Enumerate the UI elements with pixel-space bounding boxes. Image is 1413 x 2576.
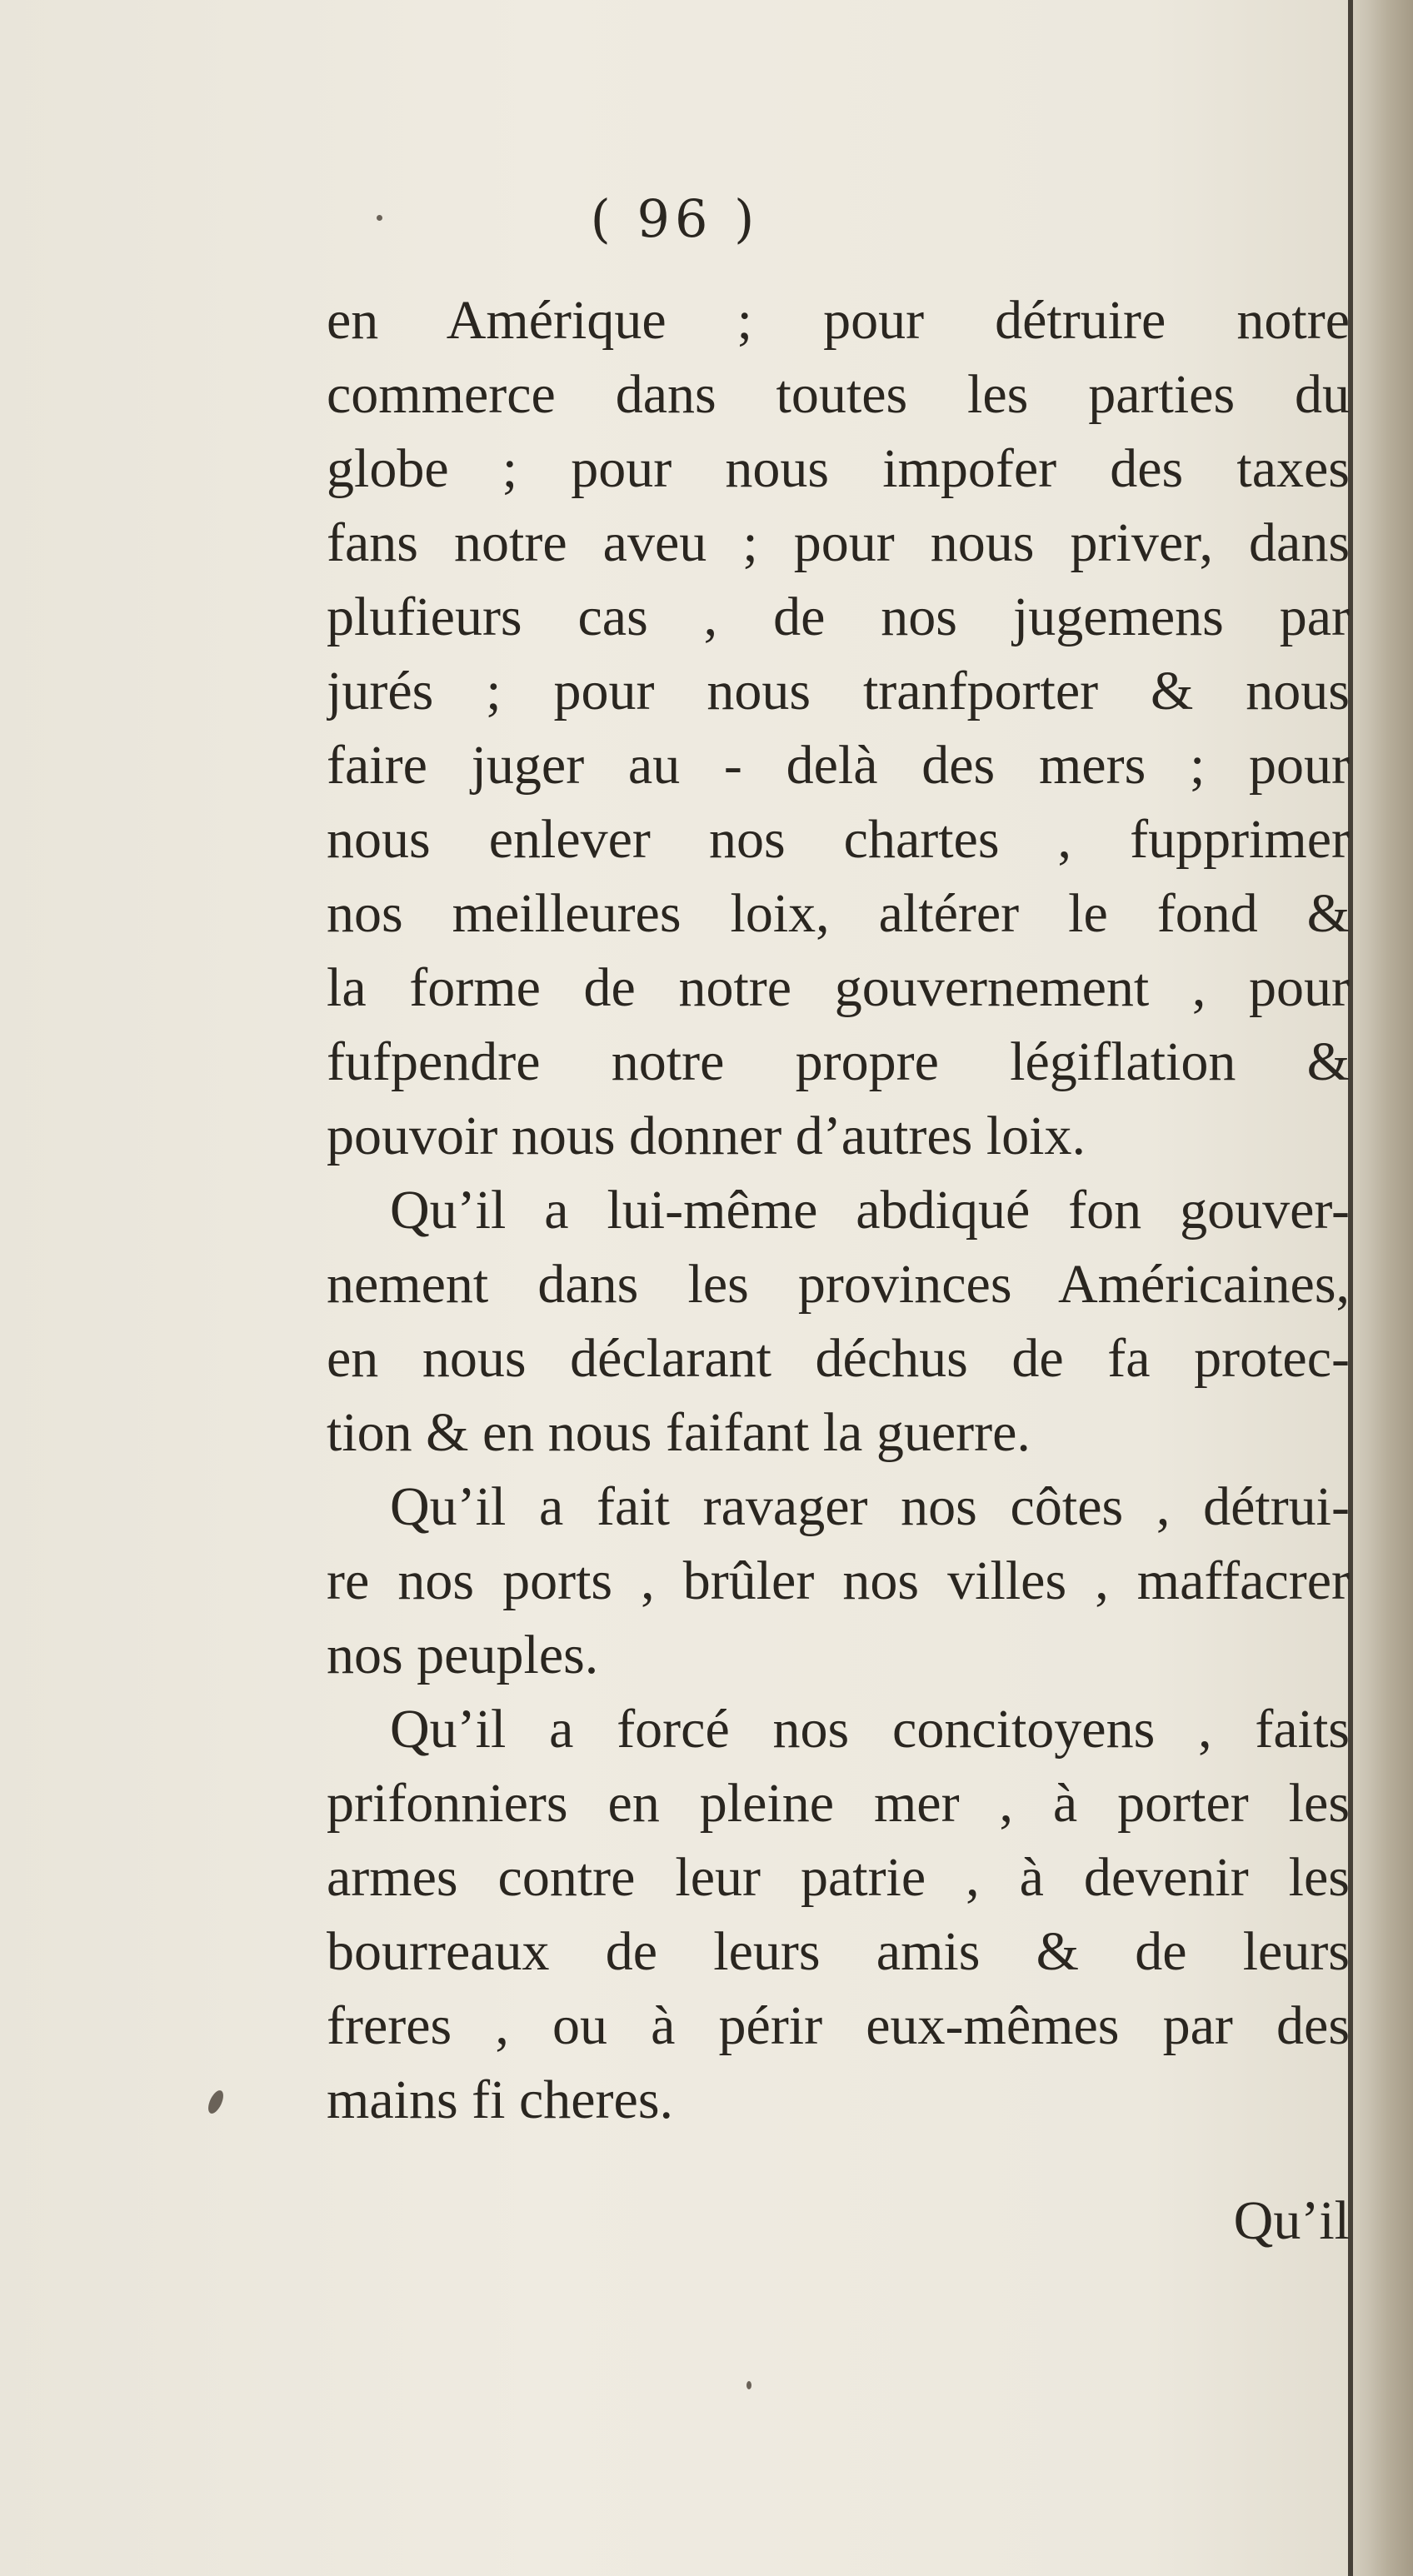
- text-line: Qu’il a forcé nos concitoyens , faits: [390, 1699, 1350, 1760]
- text-line: freres , ou à périr eux-mêmes par des: [327, 1995, 1350, 2056]
- text-line: en nous déclarant déchus de fa protec-: [327, 1328, 1350, 1389]
- text-line: re nos ports , brûler nos villes , maffacrer: [327, 1550, 1350, 1611]
- text-line: plufieurs cas , de nos jugemens par: [327, 587, 1350, 647]
- text-line: la forme de notre gouvernement , pour: [327, 957, 1350, 1018]
- text-line: tion & en nous faifant la guerre.: [327, 1402, 1031, 1463]
- text-line: nement dans les provinces Américaines,: [327, 1254, 1350, 1315]
- page-number: ( 96 ): [590, 188, 760, 249]
- text-line: globe ; pour nous impofer des taxes: [327, 438, 1350, 499]
- text-line: commerce dans toutes les parties du: [327, 364, 1350, 425]
- text-line: faire juger au - delà des mers ; pour: [327, 735, 1350, 796]
- text-line: nous enlever nos chartes , fupprimer: [327, 809, 1350, 870]
- text-line: Qu’il a fait ravager nos côtes , détrui-: [390, 1476, 1350, 1537]
- text-line: nos peuples.: [327, 1625, 599, 1685]
- text-line: fans notre aveu ; pour nous priver, dans: [327, 512, 1350, 573]
- page-edge: [1350, 0, 1413, 2576]
- text-line: jurés ; pour nous tranfporter & nous: [327, 661, 1350, 721]
- ink-speck: [377, 215, 382, 221]
- page-body-text: [327, 283, 1350, 2137]
- text-line: mains fi cheres.: [327, 2069, 674, 2130]
- text-line: bourreaux de leurs amis & de leurs: [327, 1921, 1350, 1982]
- ink-speck: [746, 2381, 751, 2389]
- text-line: fufpendre notre propre légiflation &: [327, 1031, 1350, 1092]
- text-line: nos meilleures loix, altérer le fond &: [327, 883, 1350, 944]
- text-line: en Amérique ; pour détruire notre: [327, 290, 1350, 351]
- catchword: Qu’il: [1233, 2190, 1350, 2251]
- text-line: armes contre leur patrie , à devenir les: [327, 1847, 1350, 1908]
- text-line: Qu’il a lui-même abdiqué fon gouver-: [390, 1180, 1350, 1241]
- text-line: prifonniers en pleine mer , à porter les: [327, 1773, 1350, 1834]
- text-line: pouvoir nous donner d’autres loix.: [327, 1106, 1086, 1166]
